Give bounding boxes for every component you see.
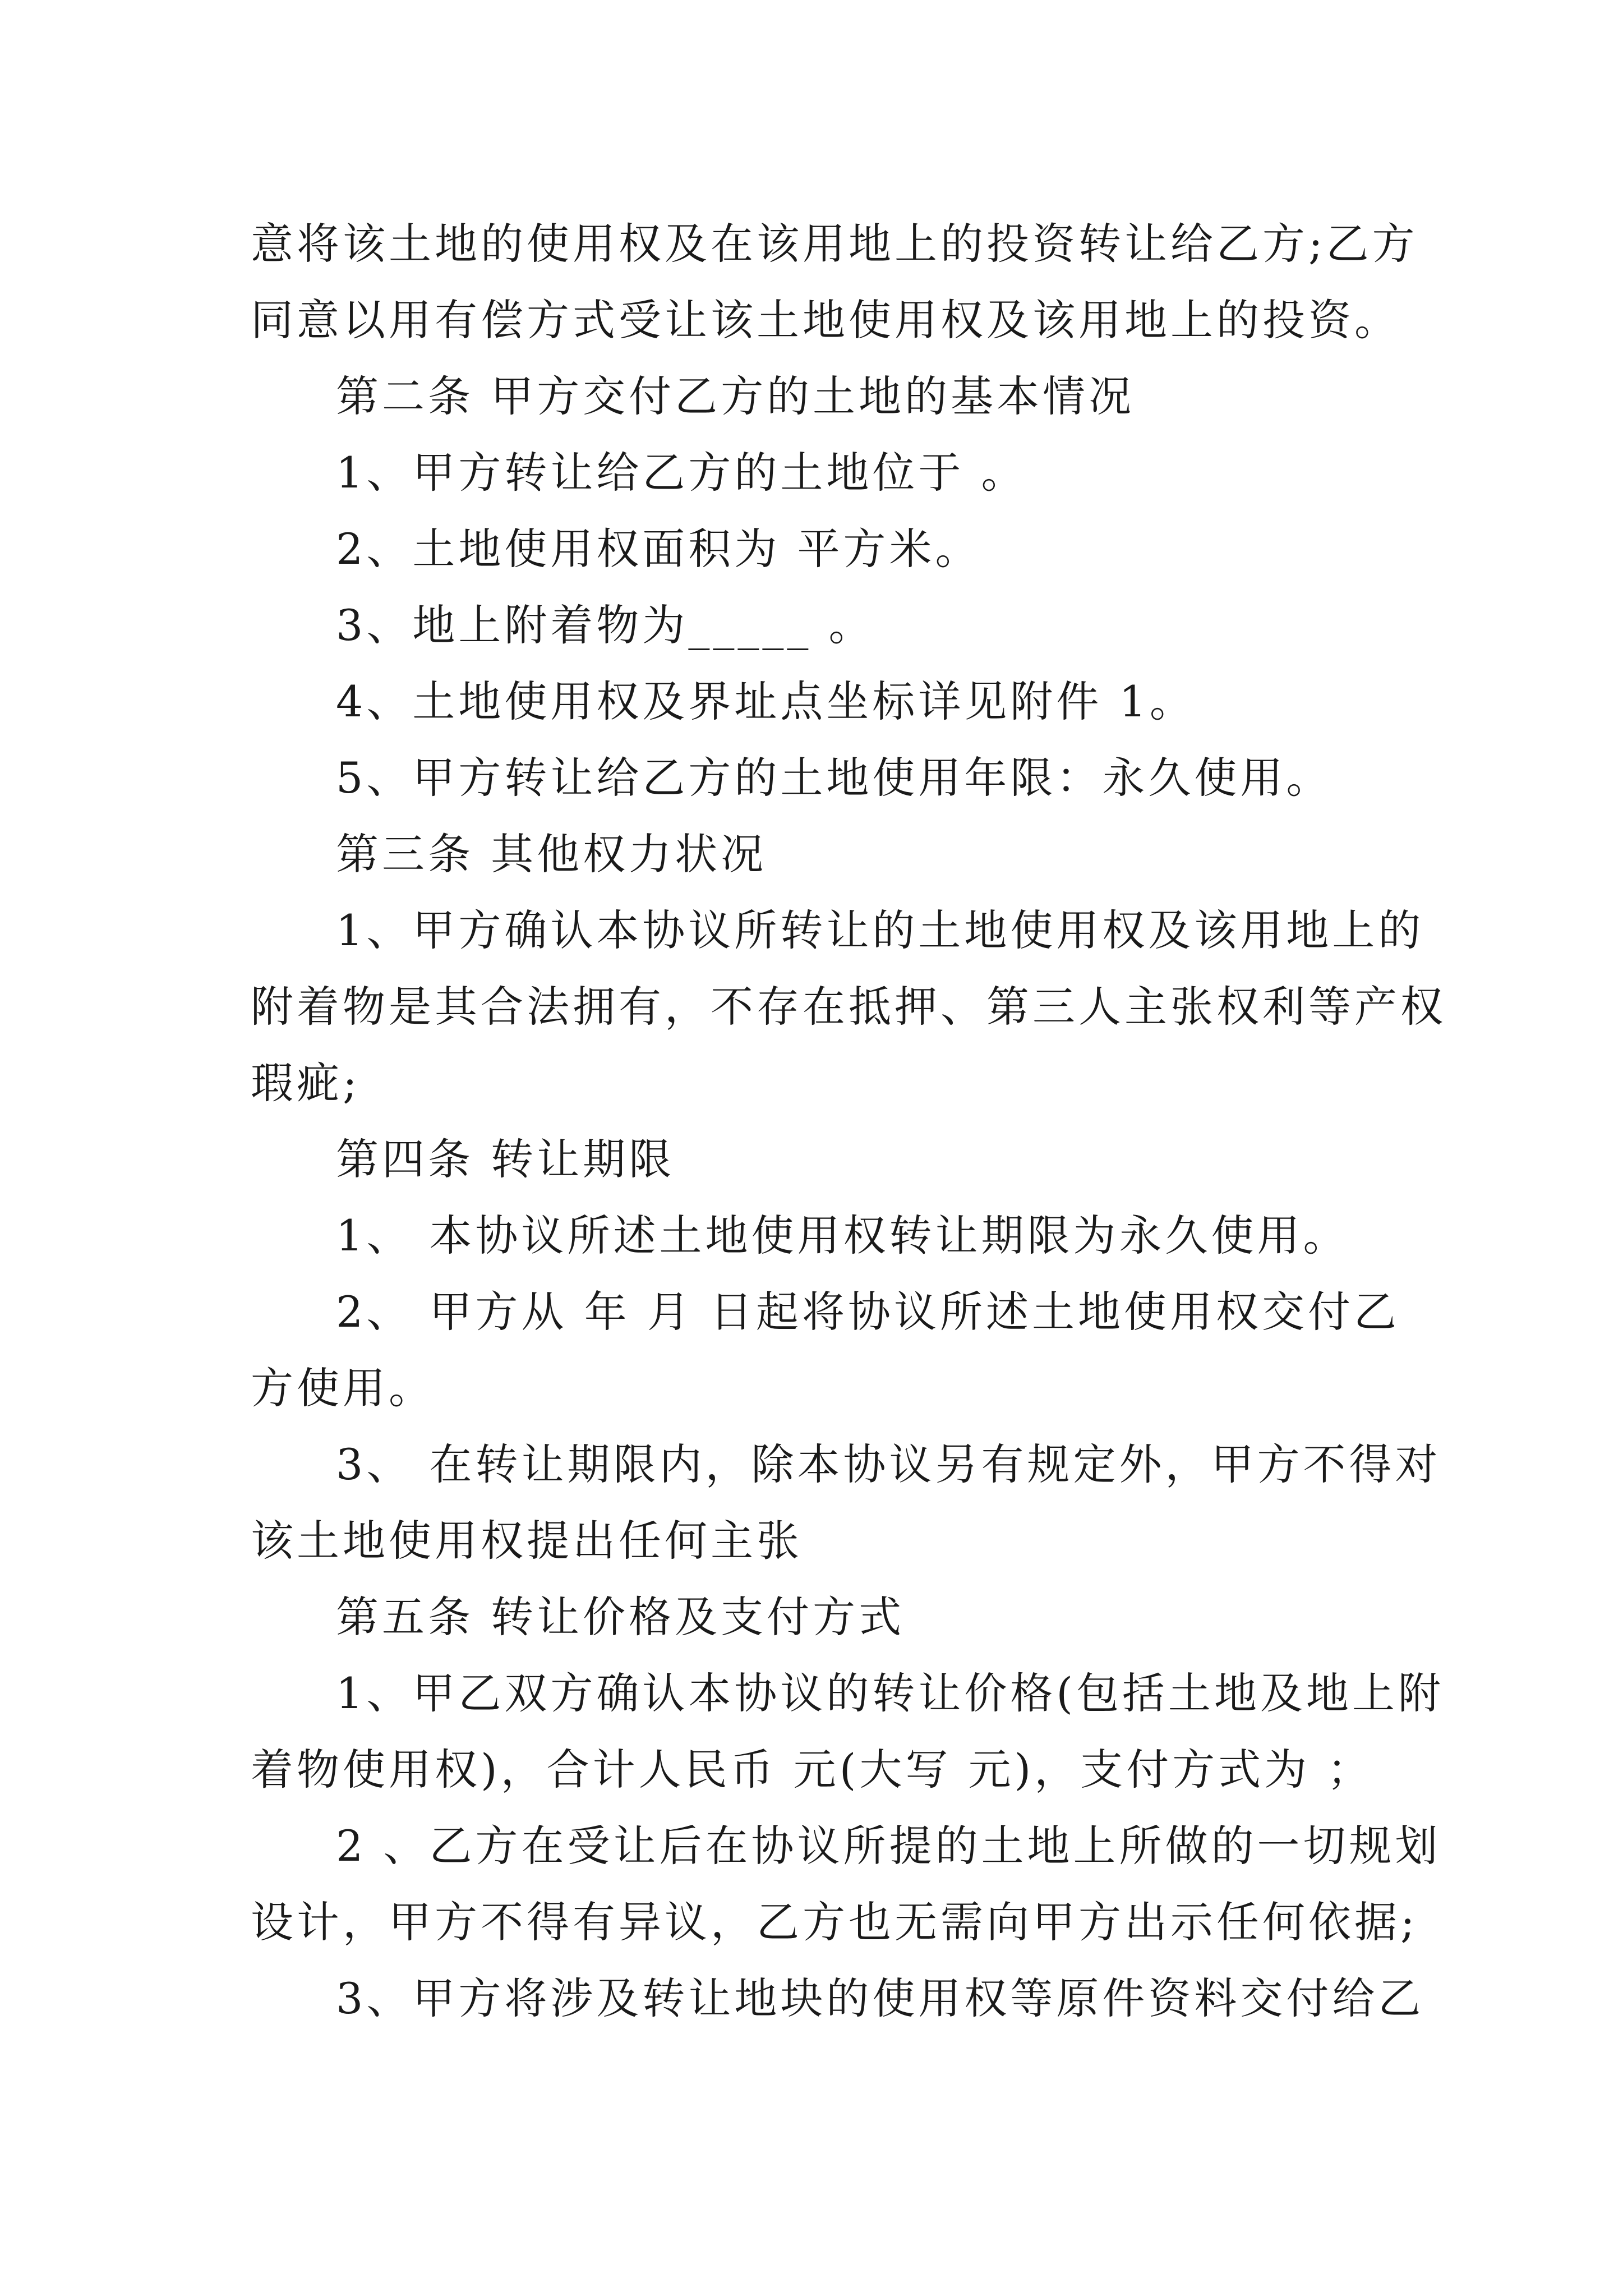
paragraph-line: 2 、乙方在受让后在协议所提的土地上所做的一切规划: [336, 1821, 1441, 1871]
paragraph-line: 3、 在转让期限内，除本协议另有规定外，甲方不得对: [336, 1439, 1441, 1489]
paragraph-line: 3、甲方将涉及转让地块的使用权等原件资料交付给乙: [336, 1973, 1424, 2023]
article-heading: 第五条 转让价格及支付方式: [336, 1592, 905, 1642]
paragraph-line: 方使用。: [251, 1363, 435, 1413]
paragraph-line: 2、 甲方从 年 月 日起将协议所述土地使用权交付乙: [336, 1287, 1400, 1337]
article-heading: 第二条 甲方交付乙方的土地的基本情况: [336, 371, 1135, 421]
paragraph-line: 1、甲方确认本协议所转让的土地使用权及该用地上的: [336, 905, 1424, 955]
document-body: [251, 206, 1446, 2037]
paragraph-line: 同意以用有偿方式受让该土地使用权及该用地上的投资。: [251, 295, 1400, 345]
article-heading: 第三条 其他权力状况: [336, 829, 767, 879]
paragraph-line: 着物使用权)，合计人民币 元(大写 元)，支付方式为 ；: [251, 1745, 1373, 1795]
article-heading: 第四条 转让期限: [336, 1134, 675, 1184]
paragraph-line: 5、甲方转让给乙方的土地使用年限：永久使用。: [336, 753, 1332, 803]
paragraph-line: 瑕疵;: [251, 1058, 361, 1108]
paragraph-line: 该土地使用权提出任何主张: [251, 1516, 803, 1566]
paragraph-line: 设计，甲方不得有异议，乙方也无需向甲方出示任何依据;: [251, 1897, 1418, 1947]
paragraph-line: 附着物是其合法拥有，不存在抵押、第三人主张权利等产权: [251, 982, 1446, 1032]
paragraph-line: 4、土地使用权及界址点坐标详见附件 1。: [336, 677, 1196, 726]
paragraph-line: 2、土地使用权面积为 平方米。: [336, 524, 981, 574]
paragraph-line: 意将该土地的使用权及在该用地上的投资转让给乙方;乙方: [251, 219, 1418, 269]
paragraph-line: 3、地上附着物为_____ 。: [336, 600, 875, 650]
paragraph-line: 1、 本协议所述土地使用权转让期限为永久使用。: [336, 1211, 1349, 1260]
paragraph-line: 1、甲乙双方确认本协议的转让价格(包括土地及地上附: [336, 1668, 1445, 1718]
paragraph-line: 1、甲方转让给乙方的土地位于 。: [336, 448, 1027, 498]
